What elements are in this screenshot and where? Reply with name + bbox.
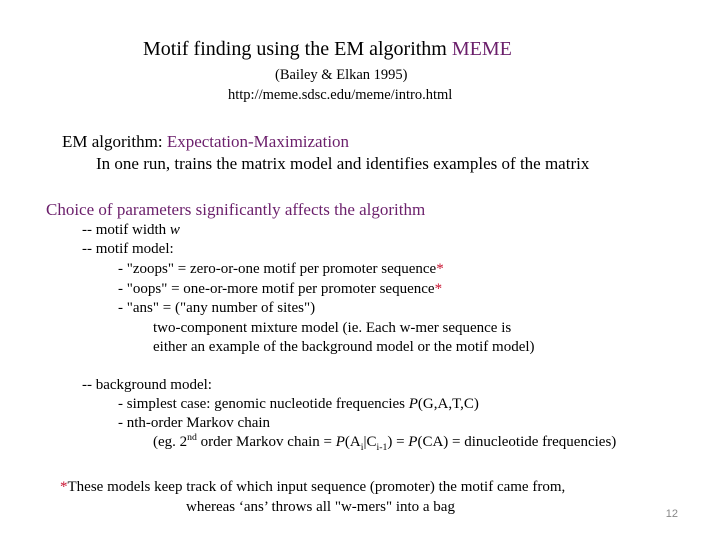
slide-title — [143, 38, 512, 61]
markov-example — [153, 434, 616, 451]
mixture-line-1: two-component mixture model (ie. Each w-mer sequence is — [153, 320, 512, 336]
title-highlight: MEME — [451, 38, 512, 60]
choice-heading: Choice of parameters significantly affects the algorithm — [46, 200, 426, 219]
eg-bar: |C — [363, 434, 377, 450]
motif-width-var: w — [169, 222, 180, 238]
nth-order: - nth-order Markov chain — [118, 415, 271, 431]
eg-sub-i: i — [360, 442, 364, 453]
footnote-line-1 — [60, 479, 565, 496]
reference-url: http://meme.sdsc.edu/meme/intro.html — [228, 87, 453, 103]
footnote-star: * — [60, 479, 68, 495]
mixture-line-2: either an example of the background model or the motif model) — [153, 339, 535, 355]
zoops-star: * — [436, 261, 444, 277]
em-description: In one run, trains the matrix model and identifies examples of the matrix — [96, 154, 590, 173]
eg-open: (A — [344, 434, 361, 450]
background-heading: -- background model: — [82, 377, 212, 393]
em-heading — [62, 132, 349, 152]
em-label: EM algorithm: — [62, 132, 167, 151]
footnote-text-1: These models keep track of which input sequence (promoter) the motif came from, — [67, 479, 566, 495]
citation: (Bailey & Elkan 1995) — [275, 67, 408, 83]
motif-width — [82, 222, 180, 239]
simplest-text: - simplest case: genomic nucleotide frequencies — [118, 396, 409, 412]
zoops-item — [118, 261, 444, 278]
eg-mid: order Markov chain = — [196, 434, 336, 450]
zoops-text: - "zoops" = zero-or-one motif per promoter sequence — [118, 261, 437, 277]
title-text: Motif finding using the EM algorithm — [143, 38, 452, 60]
motif-model-heading: -- motif model: — [82, 241, 174, 257]
eg-sup: nd — [187, 432, 197, 443]
eg-end: (CA) = dinucleotide frequencies) — [417, 434, 617, 450]
eg-p1: P — [335, 434, 345, 450]
em-expansion: Expectation-Maximization — [166, 132, 350, 151]
eg-prefix: (eg. 2 — [153, 434, 188, 450]
oops-star: * — [434, 281, 443, 297]
ans-item: - "ans" = ("any number of sites") — [118, 300, 316, 316]
simplest-func: P — [408, 396, 418, 412]
eg-sub-i1: i-1 — [376, 442, 388, 453]
footnote-line-2: whereas ‘ans’ throws all "w-mers" into a bag — [186, 499, 455, 515]
simplest-case — [118, 396, 479, 413]
oops-text: - "oops" = one-or-more motif per promoter sequence — [118, 281, 435, 297]
slide-number: 12 — [665, 508, 678, 520]
oops-item — [118, 281, 442, 298]
eg-p2: P — [408, 434, 418, 450]
simplest-args: (G,A,T,C) — [417, 396, 479, 412]
motif-width-label: -- motif width — [82, 222, 170, 238]
eg-close: ) = — [387, 434, 409, 450]
